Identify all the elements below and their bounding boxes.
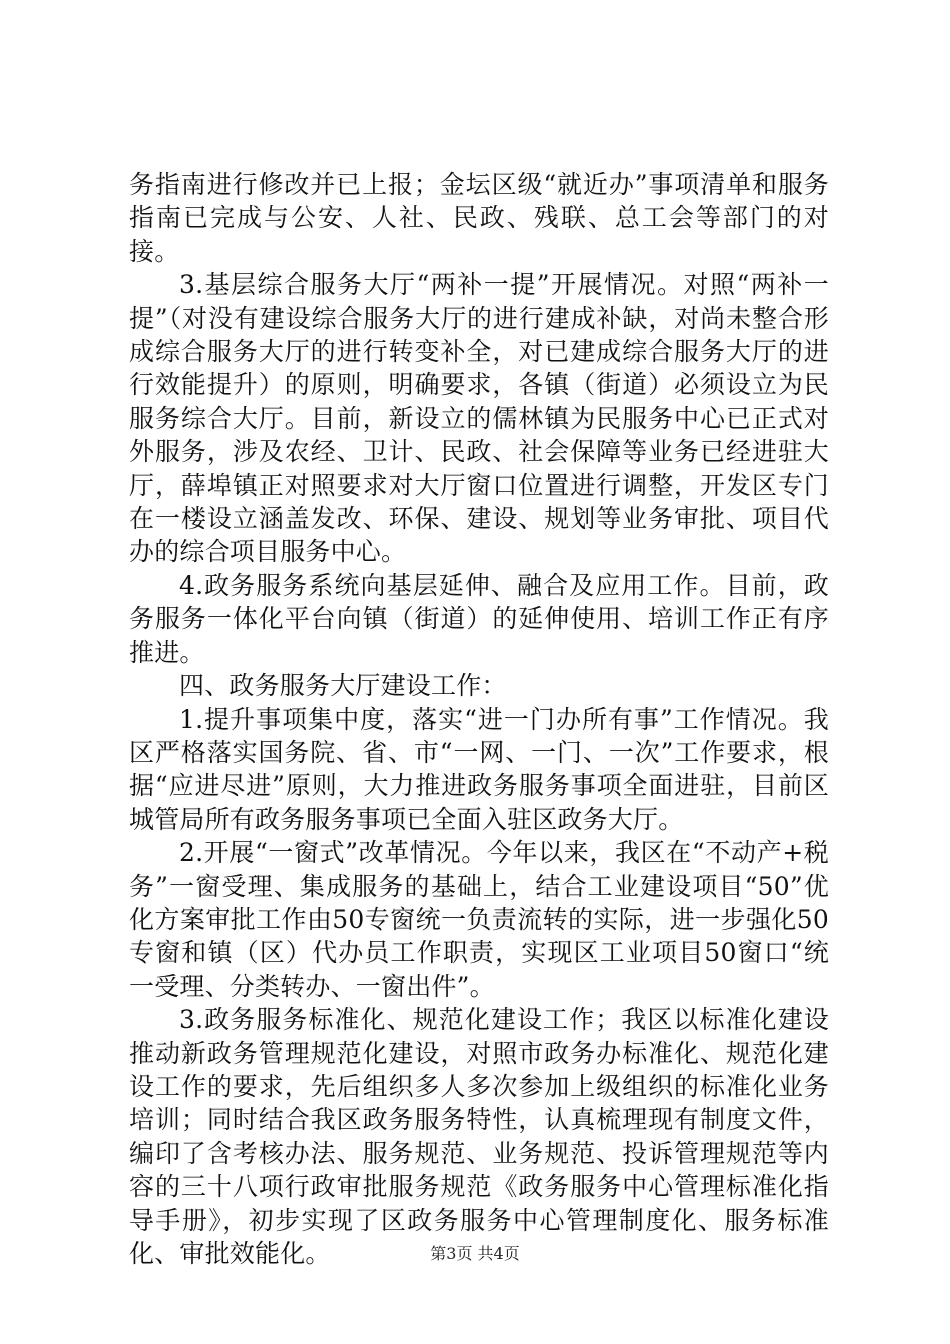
paragraph-item-4: 4.政务服务系统向基层延伸、融合及应用工作。目前，政务服务一体化平台向镇（街道）的延伸使用、培训工作正有序推进。 [129, 570, 829, 667]
paragraph-continuation: 务指南进行修改并已上报；金坛区级“就近办”事项清单和服务指南已完成与公安、人社、民政、残联、总工会等部门的对接。 [129, 170, 829, 266]
paragraph-section4-item-1: 1.提升事项集中度，落实“进一门办所有事”工作情况。我区严格落实国务院、省、市“一网、一门、一次”工作要求，根据“应进尽进”原则，大力推进政务服务事项全面进驻，目前区城管局所有政务服务事项已全面入驻区政务大厅。 [129, 704, 829, 834]
section-heading-4: 四、政务服务大厅建设工作： [179, 671, 507, 701]
page-footer: 第3页 共4页 [430, 1244, 520, 1263]
document-body [129, 168, 829, 1270]
paragraph-section4-item-3: 3.政务服务标准化、规范化建设工作；我区以标准化建设推动新政务管理规范化建设，对照市政务办标准化、规范化建设工作的要求，先后组织多人多次参加上级组织的标准化业务培训；同时结合我区政务服务特性，认真梳理现有制度文件，编印了含考核办法、服务规范、业务规范、投诉管理规范等内容的三十八项行政审批服务规范《政务服务中心管理标准化指导手册》，初步实现了区政务服务中心管理制度化、服务标准化、审批效能化。 [129, 1005, 829, 1268]
paragraph-item-3: 3.基层综合服务大厅“两补一提”开展情况。对照“两补一提”（对没有建设综合服务大厅的进行建成补缺，对尚未整合形成综合服务大厅的进行转变补全，对已建成综合服务大厅的进行效能提升）的原则，明确要求，各镇（街道）必须设立为民服务综合大厅。目前，新设立的儒林镇为民服务中心已正式对外服务，涉及农经、卫计、民政、社会保障等业务已经进驻大厅，薛埠镇正对照要求对大厅窗口位置进行调整，开发区专门在一楼设立涵盖发改、环保、建设、规划等业务审批、项目代办的综合项目服务中心。 [129, 270, 829, 567]
paragraph-section4-item-2: 2.开展“一窗式”改革情况。今年以来，我区在“不动产+税务”一窗受理、集成服务的基础上，结合工业建设项目“50”优化方案审批工作由50专窗统一负责流转的实际，进一步强化50专窗和镇（区）代办员工作职责，实现区工业项目50窗口“统一受理、分类转办、一窗出件”。 [129, 838, 829, 1001]
